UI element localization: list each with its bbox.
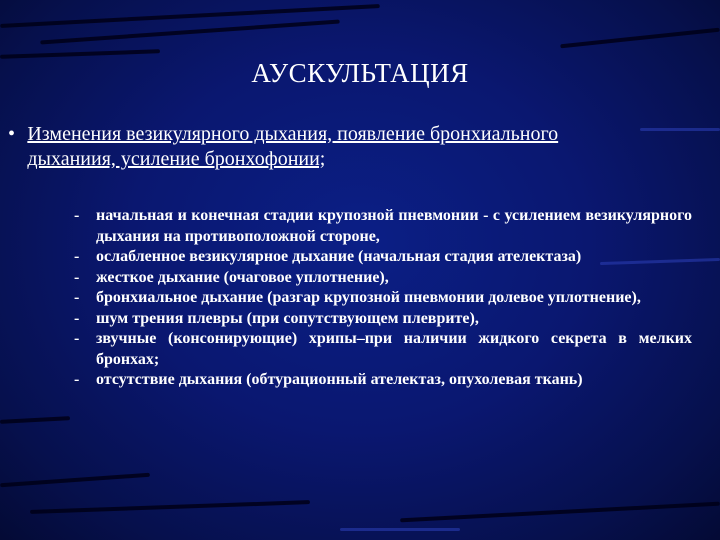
list-item-marker: -	[74, 330, 80, 347]
list-item	[74, 206, 692, 247]
list-item	[74, 247, 692, 268]
list-item-text: ослабленное везикулярное дыхание (начальная стадия ателектаза)	[96, 248, 582, 265]
background-streak	[30, 500, 310, 514]
list-item-text: шум трения плевры (при сопутствующем плеврите),	[96, 309, 479, 327]
background-streak	[340, 528, 460, 531]
background-streak	[0, 473, 150, 487]
list-item-text: звучные (консонирующие) хрипы–при наличии жидкого секрета в мелких бронхах;	[96, 330, 692, 368]
list-item	[74, 370, 692, 391]
list-item-marker: -	[74, 268, 80, 286]
bullet-marker: •	[8, 123, 16, 145]
list-item-marker: -	[74, 207, 80, 224]
findings-list	[74, 206, 692, 391]
background-streak	[560, 28, 720, 49]
list-item-marker: -	[74, 371, 80, 388]
background-streak	[0, 416, 70, 424]
list-item-text: начальная и конечная стадии крупозной пневмонии - с усилением везикулярного дыхания на противоположной стороне,	[96, 207, 692, 245]
list-item-marker: -	[74, 289, 80, 306]
list-item-marker: -	[74, 309, 80, 327]
bullet-text: Изменения везикулярного дыхания, появление бронхиального дыханиия, усиление бронхофонии;	[27, 123, 559, 170]
background-streak	[640, 128, 720, 131]
list-item-marker: -	[74, 248, 80, 265]
list-item-text: жесткое дыхание (очаговое уплотнение),	[96, 268, 389, 286]
list-item-text: бронхиальное дыхание (разгар крупозной пневмонии долевое уплотнение),	[96, 289, 641, 306]
list-item	[74, 268, 692, 289]
list-item-text: отсутствие дыхания (обтурационный ателектаз, опухолевая ткань)	[96, 371, 583, 388]
slide-title: АУСКУЛЬТАЦИЯ	[251, 58, 469, 88]
list-item	[74, 329, 692, 370]
list-item	[74, 309, 692, 330]
list-item	[74, 288, 692, 309]
main-bullet	[8, 122, 648, 172]
background-streak	[400, 502, 720, 523]
